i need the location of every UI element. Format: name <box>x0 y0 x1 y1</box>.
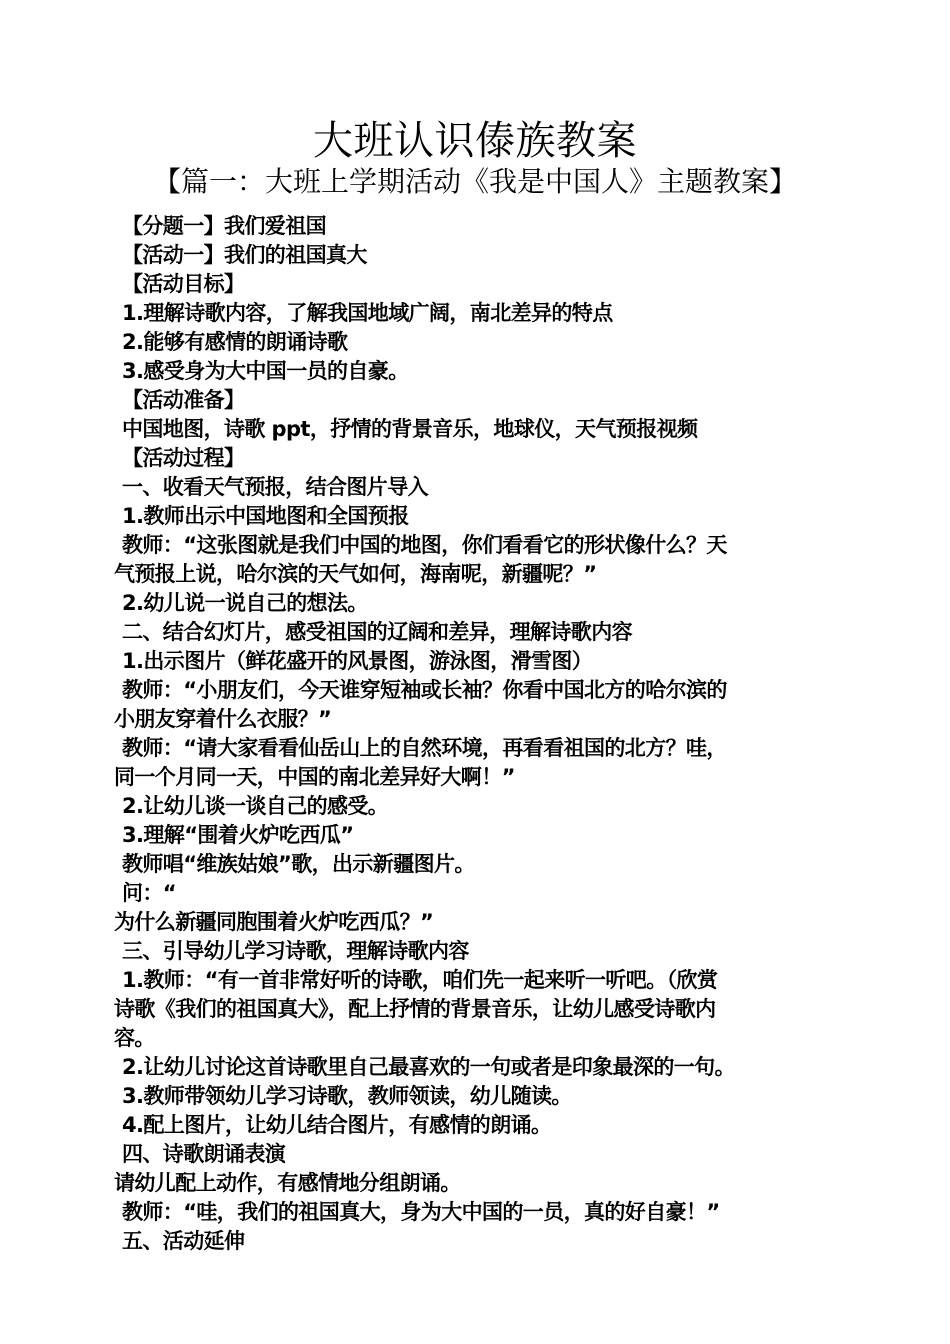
body-line: 2.能够有感情的朗诵诗歌 <box>122 330 348 354</box>
body-line: 二、结合幻灯片，感受祖国的辽阔和差异，理解诗歌内容 <box>122 620 632 644</box>
body-line: 问：“ <box>122 881 177 905</box>
body-line: 教师：“小朋友们，今天谁穿短袖或长袖？你看中国北方的哈尔滨的 <box>122 678 727 702</box>
body-line: 3.感受身为大中国一员的自豪。 <box>122 359 409 383</box>
body-line: 中国地图，诗歌 ppt，抒情的背景音乐，地球仪，天气预报视频 <box>122 417 698 441</box>
section-heading: 【活动目标】 <box>122 272 245 296</box>
body-line: 教师唱“维族姑娘”歌，出示新疆图片。 <box>122 852 475 876</box>
body-line: 2.让幼儿谈一谈自己的感受。 <box>122 794 389 818</box>
body-line: 教师：“请大家看看仙岳山上的自然环境，再看看祖国的北方？哇， <box>122 736 727 760</box>
section-heading: 【分题一】我们爱祖国 <box>122 214 326 238</box>
body-line: 教师：“哇，我们的祖国真大，身为大中国的一员，真的好自豪！” <box>122 1200 720 1224</box>
body-line: 请幼儿配上动作，有感情地分组朗诵。 <box>114 1171 461 1195</box>
section-heading: 【活动准备】 <box>122 388 245 412</box>
body-line: 容。 <box>114 1026 155 1050</box>
body-line: 小朋友穿着什么衣服？” <box>114 707 332 731</box>
body-line: 五、活动延伸 <box>122 1229 245 1253</box>
body-line: 1.教师：“有一首非常好听的诗歌，咱们先一起来听一听吧。（欣赏 <box>122 968 718 992</box>
body-line: 3.教师带领幼儿学习诗歌，教师领读，幼儿随读。 <box>122 1084 572 1108</box>
document-title: 大班认识傣族教案 <box>313 118 637 164</box>
body-line: 1.教师出示中国地图和全国预报 <box>122 504 409 528</box>
document-subtitle: 【篇一：大班上学期活动《我是中国人》主题教案】 <box>152 165 797 198</box>
body-line: 2.幼儿说一说自己的想法。 <box>122 591 368 615</box>
body-line: 教师：“这张图就是我们中国的地图，你们看看它的形状像什么？天 <box>122 533 727 557</box>
section-heading: 【活动一】我们的祖国真大 <box>122 243 367 267</box>
document-body <box>114 212 844 1256</box>
body-line: 同一个月同一天，中国的南北差异好大啊！” <box>114 765 515 789</box>
body-line: 为什么新疆同胞围着火炉吃西瓜？” <box>114 910 434 934</box>
body-line: 1.理解诗歌内容，了解我国地域广阔，南北差异的特点 <box>122 301 613 325</box>
body-line: 4.配上图片，让幼儿结合图片，有感情的朗诵。 <box>122 1113 552 1137</box>
body-line: 一、收看天气预报，结合图片导入 <box>122 475 428 499</box>
body-line: 气预报上说，哈尔滨的天气如何，海南呢，新疆呢？” <box>114 562 597 586</box>
body-line: 2.让幼儿讨论这首诗歌里自己最喜欢的一句或者是印象最深的一句。 <box>122 1055 735 1079</box>
body-line: 3.理解“围着火炉吃西瓜” <box>122 823 354 847</box>
section-heading: 【活动过程】 <box>122 446 245 470</box>
body-line: 三、引导幼儿学习诗歌，理解诗歌内容 <box>122 939 469 963</box>
body-line: 四、诗歌朗诵表演 <box>122 1142 286 1166</box>
body-line: 1.出示图片（鲜花盛开的风景图，游泳图，滑雪图） <box>122 649 593 673</box>
body-line: 诗歌《我们的祖国真大》，配上抒情的背景音乐，让幼儿感受诗歌内 <box>114 997 716 1021</box>
